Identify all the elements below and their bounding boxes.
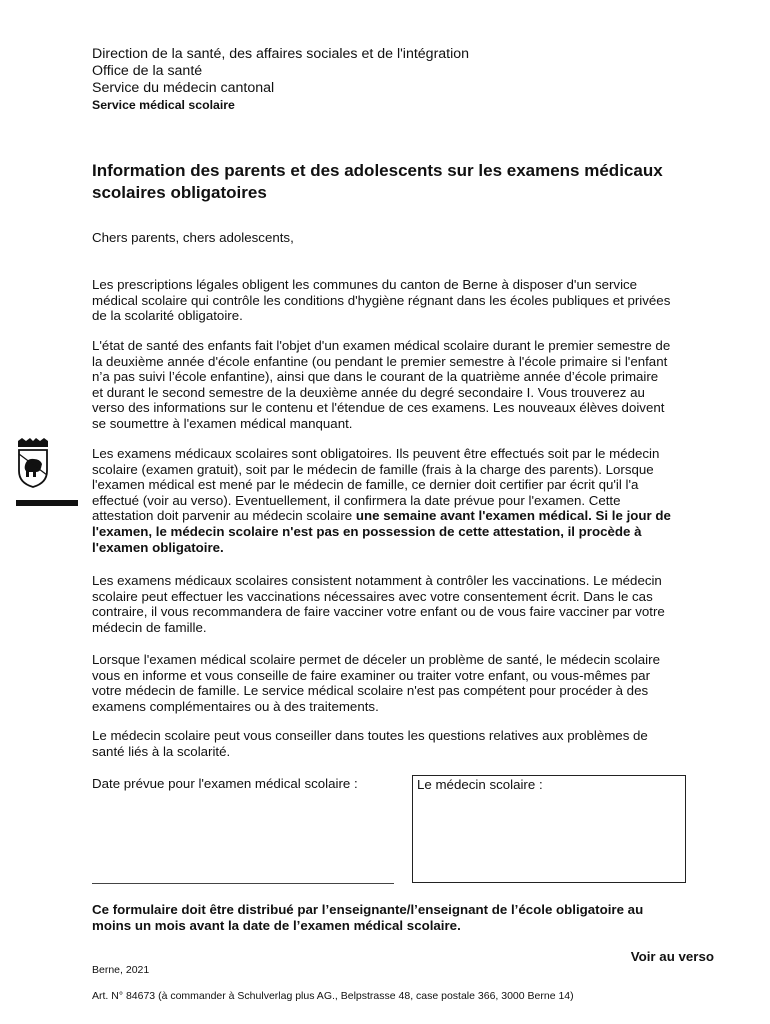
paragraph-line: santé liés à la scolarité. — [92, 743, 231, 759]
paragraph-line: scolaire peut effectuer les vaccinations nécessaires avec votre consentement écrit. Dans le cas — [92, 588, 653, 604]
paragraph-line: Les prescriptions légales obligent les communes du canton de Berne à disposer d'un service — [92, 277, 638, 292]
title-line-1: Information des parents et des adolescents sur les examens médicaux — [92, 161, 663, 180]
paragraph-line: contraire, il vous recommandera de faire vacciner votre enfant ou de vous faire vacciner par votre — [92, 604, 665, 620]
title-line-2: scolaires obligatoires — [92, 183, 267, 202]
notice-line: Ce formulaire doit être distribué par l’enseignante/l’enseignant de l’école obligatoire au — [92, 902, 644, 917]
notice-line: moins un mois avant la date de l’examen médical scolaire. — [92, 918, 461, 933]
deadline-emphasis: une semaine avant l'examen médical. Si le jour de — [355, 508, 671, 524]
greeting: Chers parents, chers adolescents, — [92, 230, 294, 245]
paragraph-line: Lorsque l'examen médical scolaire permet de déceler un problème de santé, le médecin scolaire — [92, 652, 660, 667]
bern-coat-of-arms-icon — [16, 437, 50, 489]
paragraph-mandatory-exams — [92, 446, 718, 555]
letterhead-department: Service du médecin cantonal — [92, 80, 275, 96]
paragraph-line: Le médecin scolaire peut vous conseiller dans toutes les questions relatives aux problèmes de — [92, 728, 648, 743]
paragraph-line: examens complémentaires ou à des traitements. — [92, 698, 379, 714]
paragraph-line: Les examens médicaux scolaires consistent notamment à contrôler les vaccinations. Le médecin — [92, 573, 662, 588]
school-doctor-label: Le médecin scolaire : — [417, 777, 543, 792]
see-reverse-note: Voir au verso — [630, 949, 714, 964]
exam-date-input-line[interactable] — [92, 883, 394, 884]
paragraph-vaccinations — [92, 573, 718, 635]
paragraph-line: vous en informe et vous conseille de faire examiner ou traiter votre enfant, ou vous-mêmes par — [92, 667, 651, 683]
paragraph-line: votre médecin de famille. Le service médical scolaire n'est pas compétent pour procéder à des — [92, 683, 649, 699]
paragraph-line: se soumettre à l'examen médical manquant. — [92, 415, 353, 431]
exam-date-label: Date prévue pour l'examen médical scolaire : — [92, 776, 358, 791]
school-doctor-box[interactable] — [412, 775, 686, 883]
paragraph-line: Les examens médicaux scolaires sont obligatoires. Ils peuvent être effectués soit par le médecin — [92, 446, 660, 461]
paragraph-line: de la scolarité obligatoire. — [92, 308, 243, 324]
distribution-notice — [92, 902, 718, 934]
footer-article-number: Art. N° 84673 (à commander à Schulverlag plus AG., Belpstrasse 48, case postale 366, 3000 Berne 14) — [92, 990, 574, 1002]
paragraph-advice — [92, 728, 718, 759]
paragraph-line: médecin de famille. — [92, 619, 207, 635]
paragraph-line — [92, 508, 718, 524]
paragraph-line: médical scolaire qui contrôle les conditions d'hygiène régnant dans les écoles publiques et privées — [92, 292, 671, 308]
deadline-emphasis: l'examen obligatoire. — [92, 539, 224, 555]
paragraph-line: n’a pas suivi l’école enfantine), ainsi que dans le courant de la quatrième année d’école primaire — [92, 369, 659, 385]
letterhead-office: Office de la santé — [92, 63, 203, 79]
letterhead-directorate: Direction de la santé, des affaires sociales et de l'intégration — [92, 46, 470, 62]
paragraph-line: la deuxième année d'école enfantine (ou pendant le premier semestre à l'école primaire si l'enfant — [92, 353, 668, 369]
paragraph-health-problems — [92, 652, 718, 714]
document-title — [92, 160, 712, 204]
letterhead — [92, 46, 712, 113]
paragraph-text: attestation doit parvenir au médecin scolaire — [92, 508, 356, 524]
paragraph-line: verso des informations sur le contenu et l'étendue de ces examens. Les nouveaux élèves doivent — [92, 400, 665, 416]
paragraph-exam-schedule — [92, 338, 718, 432]
paragraph-line: l'examen médical est mené par le médecin de famille, ce dernier doit certifier par écrit qu'il l'a — [92, 477, 639, 493]
footer-place-year: Berne, 2021 — [92, 964, 150, 976]
deadline-emphasis: l'examen, le médecin scolaire n'est pas en possession de cette attestation, il procède à — [92, 523, 642, 539]
paragraph-line: L'état de santé des enfants fait l'objet d'un examen médical scolaire durant le premier semestre de — [92, 338, 671, 353]
crest-divider — [16, 500, 78, 506]
paragraph-line: et durant le second semestre de la deuxième année du degré secondaire I. Vous trouverez au — [92, 384, 645, 400]
paragraph-line: effectué (voir au verso). Eventuellement, il confirmera la date prévue pour l'examen. Cette — [92, 492, 621, 508]
paragraph-line: scolaire (examen gratuit), soit par le médecin de famille (frais à la charge des parents). Lorsque — [92, 461, 654, 477]
paragraph-legal-basis — [92, 277, 718, 324]
letterhead-service: Service médical scolaire — [92, 98, 235, 112]
